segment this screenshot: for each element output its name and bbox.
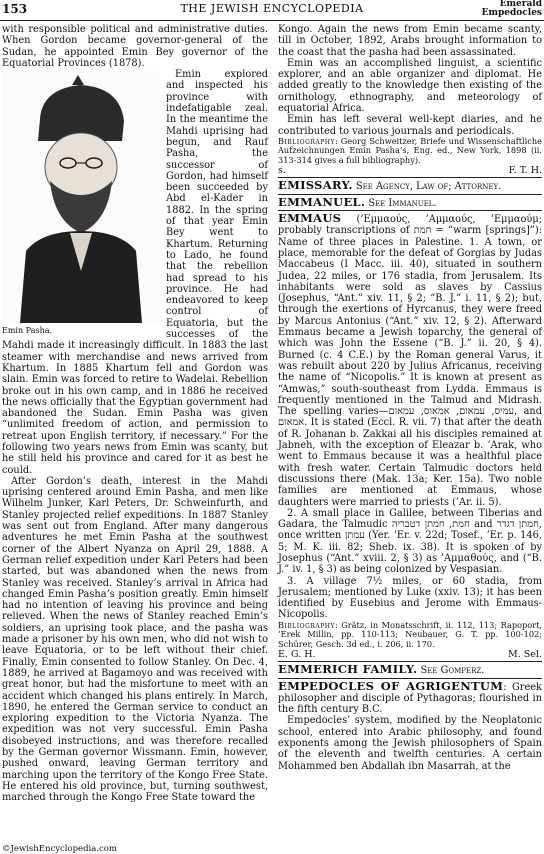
entry-text: : Greek philosopher and disciple of Pythagoras; flourished in the fifth century B.C.	[278, 681, 542, 716]
paragraph: Kongo. Again the news from Emin became scanty, till in October, 1892, Arabs brought information to the coast that the pasha had been assassinated.	[278, 24, 542, 58]
signature-left: s.	[278, 165, 286, 177]
entry-crossref: See Agency, Law of; Attorney.	[352, 181, 502, 193]
paragraph: 2. A small place in Galilee, between Tiberias and Gadara, the Talmudic חמת, חמתן דטבריה and חמתן דגדר, once written עמתן (Yer. ’Er. v. 22d; Tosef., ’Er. p. 146, 5; M. K. iii. 82; Sheb. ix. 38). It is spoken of by Josephus (“Ant.” xviii. 2, § 3) as ’Αμμαθούς, and (“B. J.” iv. 1, § 3) as being colonized by Vespasian.	[278, 507, 542, 576]
signature-right: F. T. H.	[508, 165, 542, 177]
page-number: 153	[2, 2, 28, 16]
entry-empedocles	[278, 678, 542, 716]
guide-word-top: Emerald	[499, 0, 542, 9]
entry-crossref: See Immanuel.	[365, 197, 437, 209]
paragraph: Empedocles’ system, modified by the Neoplatonic school, entered into Arabic philosophy, and found exponents among the Jewish philosophers of Spain of the eleventh and twelfth centuries. A certain Mohammed ben Abdallah ibn Masarrah, at the	[278, 715, 542, 772]
left-column	[2, 24, 268, 803]
author-signature	[278, 165, 542, 176]
bibliography	[278, 621, 542, 649]
entry-emissary	[278, 180, 542, 192]
portrait-caption: Emin Pasha.	[2, 326, 53, 336]
entry-emmerich	[278, 664, 542, 676]
right-column	[278, 24, 542, 772]
signature-right: M. Sel.	[508, 648, 542, 660]
entry-heading: EMMANUEL.	[278, 194, 366, 209]
paragraph: Emin explored and inspected his province with indefatigable zeal. In the meantime the Mahdi uprising had begun, and Rauf Pasha, the successor of Gordon, had himself been succeeded by Abd el-Kader in 1882. In the spring of that year Emin Bey went to Khartum. Returning to Lado, he found that the rebellion had spread to his province. He had endeavored to keep control of Equatoria, but the successes of the Mahdi made it increasingly difficult. In 1883 the last steamer with merchandise and news arrived from Khartum. In 1885 Khartum fell and Gordon was slain. Emin was forced to retire to Wadelai. Rebellion broke out in his own camp, and in 1886 he received the news officially that the Egyptian government had abandoned the Sudan. Emin Pasha was given “unlimited freedom of action, and permission to retreat upon English territory, if necessary.” For the following two years news from Emin was scanty, but he still held his province and cared for it as best he could.	[2, 69, 268, 476]
emin-pasha-portrait-image	[2, 71, 160, 323]
paragraph: 3. A village 7½ miles, or 60 stadia, from Jerusalem; mentioned by Luke (xxiv. 13); it has been identified by Eusebius and Jerome with Emmaus-Nicopolis.	[278, 575, 542, 621]
entry-heading: EMPEDOCLES OF AGRIGENTUM	[278, 678, 504, 693]
bibliography	[278, 137, 542, 165]
running-title: THE JEWISH ENCYCLOPEDIA	[180, 2, 364, 15]
signature-left: E. G. H.	[278, 648, 316, 660]
bibliography-label: Bibliography	[278, 135, 335, 146]
copyright-link[interactable]: ©JewishEncyclopedia.com	[2, 844, 117, 854]
entry-emmanuel	[278, 194, 542, 209]
paragraph: Emin has left several well-kept diaries, and he contributed to various journals and periodicals.	[278, 114, 542, 137]
author-signature	[278, 649, 542, 660]
entry-emmaus	[278, 213, 542, 508]
portrait-figure	[2, 71, 160, 336]
page-header	[0, 0, 544, 22]
entry-heading: EMISSARY.	[278, 178, 353, 193]
guide-words	[482, 0, 542, 18]
entry-heading: EMMERICH FAMILY.	[278, 662, 418, 677]
entry-text: (’Εμμαούς, ’Αμμαούς, ’Εμμαούμ; probably transcriptions of חמת = “warm [springs]”): Name of three places in Palestine. 1. A town, or place, memorable for the defeat of Gorgias by Judas Maccabeus (I Macc. iii. 40), situated in southern Judea, 22 miles, or 176 stadia, from Jerusalem. Its inhabitants were sold as slaves by Cassius (Josephus, “Ant.” xiv. 11, § 2; “B. J.” i. 11, § 2); but, through the exertions of Hyrcanus, they were freed by Marcus Antonius (“Ant.” xiv. 12, § 2). Afterward Emmaus became a Jewish toparchy, the general of which was John the Essene (“B. J.” ii. 20, § 4). Burned (c. 4 C.E.) by the Roman general Varus, it was rebuilt about 220 by Julius Africanus, receiving the name of “Nicopolis.” It is known at present as “Amwas,” south-southeast from Lydda. Emmaus is frequently mentioned in the Talmud and Midrash. The spelling varies—עמיס, עמאום, אמאוס, עמאום, and אמאום. It is stated (Eccl. R. vii. 7) that after the death of R. Johanan b. Zakkai all his disciples remained at Jabneh, with the exception of Eleazar b. ’Arak, who went to Emmaus because it was a healthful place with fresh water. Certain Talmudic doctors held discussions there (Mak. 13a; Ker. 15a). Two noble families are mentioned at Emmaus, whose daughters were married to priests (’Ar. ii. 5).	[278, 214, 543, 508]
bibliography-label: Bibliography	[278, 619, 335, 630]
entry-crossref: See Gomperz.	[417, 665, 485, 677]
paragraph: with responsible political and administrative duties. When Gordon became governor-general of the Sudan, he appointed Emin Bey governor of the Equatorial Provinces (1878).	[2, 24, 268, 69]
portrait-drawing	[2, 71, 160, 323]
bibliography-text: : Georg Schweitzer, Briefe und Wissenschaftliche Aufzeichnungen Emin Pasha’s, Eng. ed., New York, 1898 (ii. 313-314 gives a full bibliography).	[278, 135, 542, 165]
header-rule	[0, 20, 544, 21]
entry-heading: EMMAUS	[278, 211, 342, 226]
guide-word-bottom: Empedocles	[481, 8, 542, 18]
paragraph: Emin was an accomplished linguist, a scientific explorer, and an able organizer and diplomat. He added greatly to the knowledge then existing of the ornithology, ethnography, and meteorology of equatorial Africa.	[278, 57, 542, 115]
page-footer	[0, 842, 544, 854]
paragraph: After Gordon’s death, interest in the Mahdi uprising centered around Emin Pasha, and men like Wilhelm Junker, Karl Peters, Dr. Schweinfurth, and Stanley projected relief expeditions. In 1887 Stanley was sent out from England. After many dangerous adventures he met Emin Pasha at the southwest corner of the Albert Nyanza on April 29, 1888. A German relief expedition under Karl Peters had been started, but was abandoned when the news from Stanley was received. Stanley’s arrival in Africa had changed Emin Pasha’s position greatly. Emin himself had no intention of leaving his province and being relieved. When the news of Stanley reached Emin’s soldiers, an uprising took place, and the pasha was made a prisoner by his own men, who did not wish to leave Equatoria, or to be left without their chief. Finally, Emin consented to follow Stanley. On Dec. 4, 1889, he arrived at Bagamoyo and was received with great honor, but had the misfortune to meet with an accident which changed his plans entirely. In March, 1890, he entered the German service to conduct an exploring expedition to the Victoria Nyanza. The expedition was not very successful. Emin Pasha disobeyed instructions, and was therefore recalled by the German governor Wissmann. Emin, however, pushed onward, leaving German territory and marching upon the territory of the Kongo Free State. He entered his old province, but, turning southwest, marched through the Kongo Free State toward the	[2, 475, 268, 804]
bibliography-text: : Grätz, in Monatsschrift, ii. 112, 113; Rapoport, ’Erek Millin, pp. 110-113; Neubauer, G. T. pp. 100-102; Schürer, Gesch. 3d ed., i. 206, ii. 170.	[278, 619, 542, 649]
